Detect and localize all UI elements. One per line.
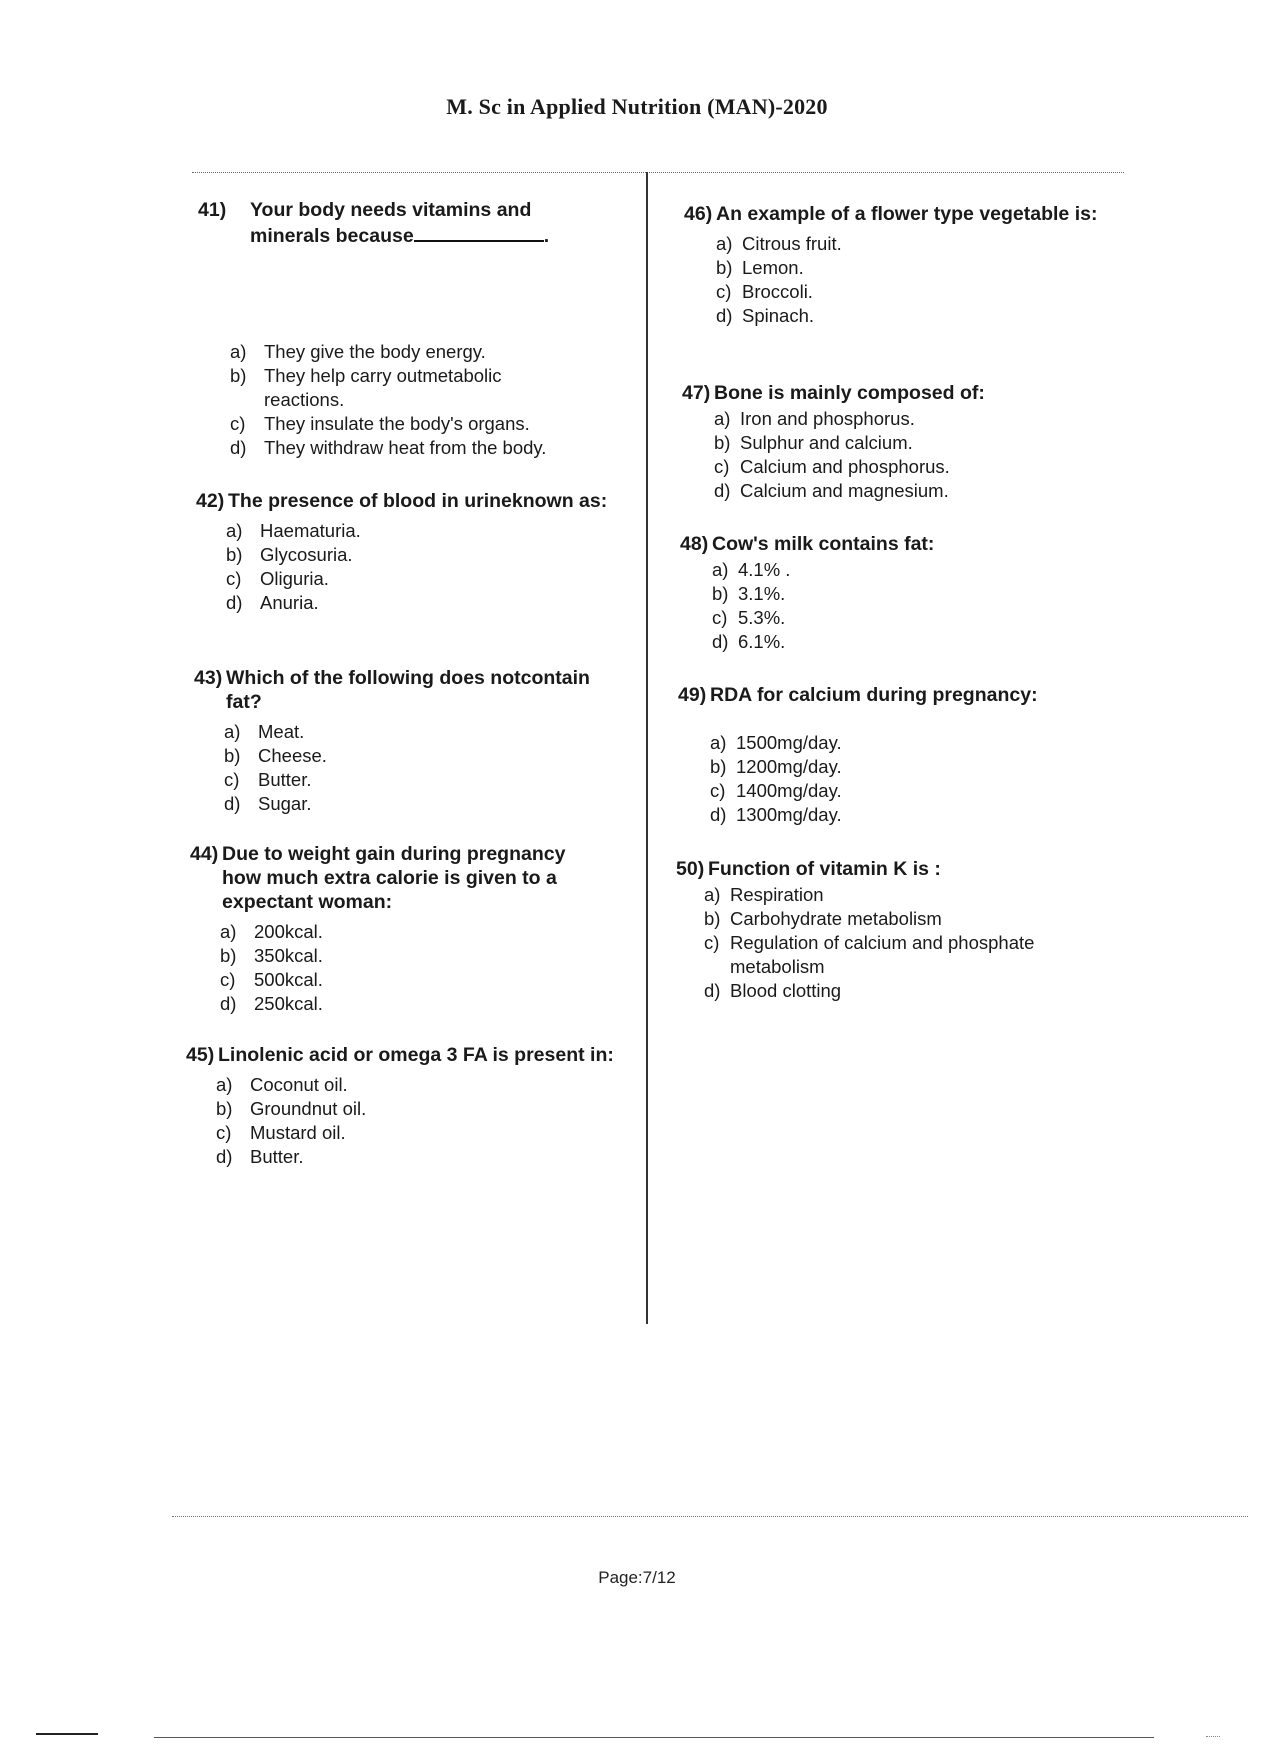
- option-47-a: [714, 407, 1112, 431]
- scan-edge-mark: [36, 1733, 98, 1735]
- option-text: Lemon.: [742, 257, 804, 278]
- option-text: Sulphur and calcium.: [740, 432, 913, 453]
- option-47-d: [714, 479, 1112, 503]
- option-text: Respiration: [730, 884, 824, 905]
- option-text: Anuria.: [260, 592, 319, 613]
- option-text: 1200mg/day.: [736, 756, 842, 777]
- option-46-d: [716, 304, 1114, 328]
- question-44-stem: [190, 842, 610, 914]
- question-number: 45): [186, 1044, 215, 1066]
- option-text: Glycosuria.: [260, 544, 353, 565]
- scan-edge-dots: [1206, 1736, 1220, 1737]
- option-letter: a): [226, 520, 243, 541]
- option-letter: d): [226, 592, 243, 613]
- option-letter: d): [712, 631, 729, 652]
- question-number: 49): [678, 684, 707, 706]
- option-43-c: [224, 768, 624, 792]
- option-50-b: [704, 907, 1116, 931]
- question-46: [684, 202, 1114, 328]
- option-text: Regulation of calcium and phosphate metabolism: [730, 932, 1035, 977]
- option-text: They insulate the body's organs.: [264, 413, 530, 434]
- option-letter: d): [714, 480, 731, 501]
- option-text: Iron and phosphorus.: [740, 408, 915, 429]
- question-50-stem: [676, 857, 1116, 881]
- question-suffix: .: [543, 225, 550, 247]
- option-text: Calcium and magnesium.: [740, 480, 949, 501]
- option-47-c: [714, 455, 1112, 479]
- option-49-c: [710, 779, 1108, 803]
- option-text: Oliguria.: [260, 568, 329, 589]
- option-letter: a): [224, 721, 241, 742]
- option-text: Calcium and phosphorus.: [740, 456, 950, 477]
- option-43-d: [224, 792, 624, 816]
- option-42-c: [226, 567, 616, 591]
- column-divider: [646, 172, 648, 1324]
- option-49-a: [710, 731, 1108, 755]
- question-48: [680, 532, 1110, 654]
- question-49: [678, 683, 1108, 827]
- option-text: 1400mg/day.: [736, 780, 842, 801]
- option-text: Butter.: [258, 769, 312, 790]
- option-text: 500kcal.: [254, 969, 323, 990]
- option-letter: a): [710, 732, 727, 753]
- question-42: [196, 489, 616, 615]
- option-letter: d): [230, 437, 247, 458]
- option-letter: c): [704, 932, 720, 953]
- option-text: Mustard oil.: [250, 1122, 346, 1143]
- option-text: They give the body energy.: [264, 341, 486, 362]
- question-47: [682, 381, 1112, 503]
- option-43-b: [224, 744, 624, 768]
- option-letter: b): [704, 908, 721, 929]
- question-text: Linolenic acid or omega 3 FA is present in:: [218, 1044, 614, 1066]
- question-number: 41): [198, 199, 227, 221]
- option-letter: d): [710, 804, 727, 825]
- option-letter: b): [220, 945, 237, 966]
- option-text: 5.3%.: [738, 607, 786, 628]
- bottom-divider: [172, 1516, 1248, 1517]
- question-50: [676, 857, 1116, 1003]
- option-44-c: [220, 968, 610, 992]
- question-text: Due to weight gain during pregnancy how much extra calorie is given to a expectant woman:: [222, 843, 566, 913]
- option-45-c: [216, 1121, 626, 1145]
- option-letter: c): [714, 456, 730, 477]
- option-text: They help carry outmetabolic reactions.: [264, 365, 502, 410]
- option-letter: d): [220, 993, 237, 1014]
- scan-edge-line: [154, 1737, 1154, 1738]
- option-letter: b): [226, 544, 243, 565]
- option-text: 250kcal.: [254, 993, 323, 1014]
- option-letter: a): [230, 341, 247, 362]
- option-41-c: [230, 412, 578, 436]
- option-44-d: [220, 992, 610, 1016]
- question-number: 43): [194, 667, 223, 689]
- question-41-stem: [198, 198, 578, 248]
- option-letter: b): [716, 257, 733, 278]
- question-number: 50): [676, 858, 705, 880]
- option-letter: b): [712, 583, 729, 604]
- option-44-a: [220, 920, 610, 944]
- option-48-c: [712, 606, 1110, 630]
- option-letter: d): [704, 980, 721, 1001]
- question-text: An example of a flower type vegetable is:: [716, 203, 1098, 225]
- option-50-d: [704, 979, 1116, 1003]
- option-45-a: [216, 1073, 626, 1097]
- option-46-a: [716, 232, 1114, 256]
- question-text: RDA for calcium during pregnancy:: [710, 684, 1038, 706]
- question-text: Your body needs vitamins and minerals because: [250, 199, 532, 247]
- option-letter: d): [224, 793, 241, 814]
- option-text: 3.1%.: [738, 583, 786, 604]
- option-text: Spinach.: [742, 305, 814, 326]
- question-number: 47): [682, 382, 711, 404]
- option-letter: d): [716, 305, 733, 326]
- option-letter: a): [216, 1074, 233, 1095]
- option-49-b: [710, 755, 1108, 779]
- option-45-d: [216, 1145, 626, 1169]
- option-47-b: [714, 431, 1112, 455]
- question-47-stem: [682, 381, 1112, 405]
- question-text: Which of the following does notcontain fat?: [226, 667, 590, 713]
- question-45-stem: [186, 1043, 626, 1067]
- question-44: [190, 842, 610, 1016]
- option-50-c: [704, 931, 1074, 979]
- option-text: 350kcal.: [254, 945, 323, 966]
- option-letter: d): [216, 1146, 233, 1167]
- option-letter: a): [714, 408, 731, 429]
- option-46-c: [716, 280, 1114, 304]
- option-letter: b): [224, 745, 241, 766]
- option-text: 1300mg/day.: [736, 804, 842, 825]
- top-divider: [192, 172, 1124, 173]
- question-46-stem: [684, 202, 1114, 226]
- option-44-b: [220, 944, 610, 968]
- option-49-d: [710, 803, 1108, 827]
- option-letter: c): [712, 607, 728, 628]
- option-41-d: [230, 436, 578, 460]
- option-41-a: [230, 340, 578, 364]
- option-text: They withdraw heat from the body.: [264, 437, 547, 458]
- option-text: 200kcal.: [254, 921, 323, 942]
- option-letter: c): [224, 769, 240, 790]
- question-49-stem: [678, 683, 1108, 707]
- option-48-a: [712, 558, 1110, 582]
- option-letter: b): [714, 432, 731, 453]
- page-number: Page:7/12: [598, 1568, 676, 1587]
- option-letter: a): [712, 559, 729, 580]
- question-text: Bone is mainly composed of:: [714, 382, 985, 404]
- option-letter: c): [710, 780, 726, 801]
- question-number: 42): [196, 490, 225, 512]
- option-text: Cheese.: [258, 745, 327, 766]
- option-letter: c): [716, 281, 732, 302]
- option-letter: c): [230, 413, 246, 434]
- option-text: Carbohydrate metabolism: [730, 908, 942, 929]
- answer-blank: [414, 222, 544, 242]
- option-letter: a): [716, 233, 733, 254]
- option-letter: a): [704, 884, 721, 905]
- option-46-b: [716, 256, 1114, 280]
- option-text: Meat.: [258, 721, 305, 742]
- option-letter: c): [226, 568, 242, 589]
- option-text: 4.1% .: [738, 559, 791, 580]
- option-letter: c): [216, 1122, 232, 1143]
- option-42-a: [226, 519, 616, 543]
- question-text: Function of vitamin K is :: [708, 858, 941, 880]
- question-text: Cow's milk contains fat:: [712, 533, 935, 555]
- option-42-b: [226, 543, 616, 567]
- question-43: [194, 666, 624, 816]
- option-letter: b): [230, 365, 247, 386]
- question-45: [186, 1043, 626, 1169]
- option-text: Butter.: [250, 1146, 304, 1167]
- option-50-a: [704, 883, 1116, 907]
- option-42-d: [226, 591, 616, 615]
- option-text: Groundnut oil.: [250, 1098, 367, 1119]
- option-text: Haematuria.: [260, 520, 361, 541]
- page-title: M. Sc in Applied Nutrition (MAN)-2020: [446, 94, 828, 119]
- option-text: 1500mg/day.: [736, 732, 842, 753]
- option-text: Blood clotting: [730, 980, 842, 1001]
- option-48-d: [712, 630, 1110, 654]
- option-letter: a): [220, 921, 237, 942]
- option-letter: c): [220, 969, 236, 990]
- question-41: [198, 198, 578, 460]
- option-text: 6.1%.: [738, 631, 786, 652]
- question-number: 46): [684, 203, 713, 225]
- option-48-b: [712, 582, 1110, 606]
- option-43-a: [224, 720, 624, 744]
- option-letter: b): [710, 756, 727, 777]
- option-text: Citrous fruit.: [742, 233, 842, 254]
- option-45-b: [216, 1097, 626, 1121]
- option-letter: b): [216, 1098, 233, 1119]
- question-number: 44): [190, 843, 219, 865]
- option-text: Sugar.: [258, 793, 312, 814]
- question-42-stem: [196, 489, 616, 513]
- question-text: The presence of blood in urineknown as:: [228, 490, 608, 512]
- question-43-stem: [194, 666, 624, 714]
- option-41-b: [230, 364, 530, 412]
- option-text: Coconut oil.: [250, 1074, 348, 1095]
- question-48-stem: [680, 532, 1110, 556]
- question-number: 48): [680, 533, 709, 555]
- option-text: Broccoli.: [742, 281, 813, 302]
